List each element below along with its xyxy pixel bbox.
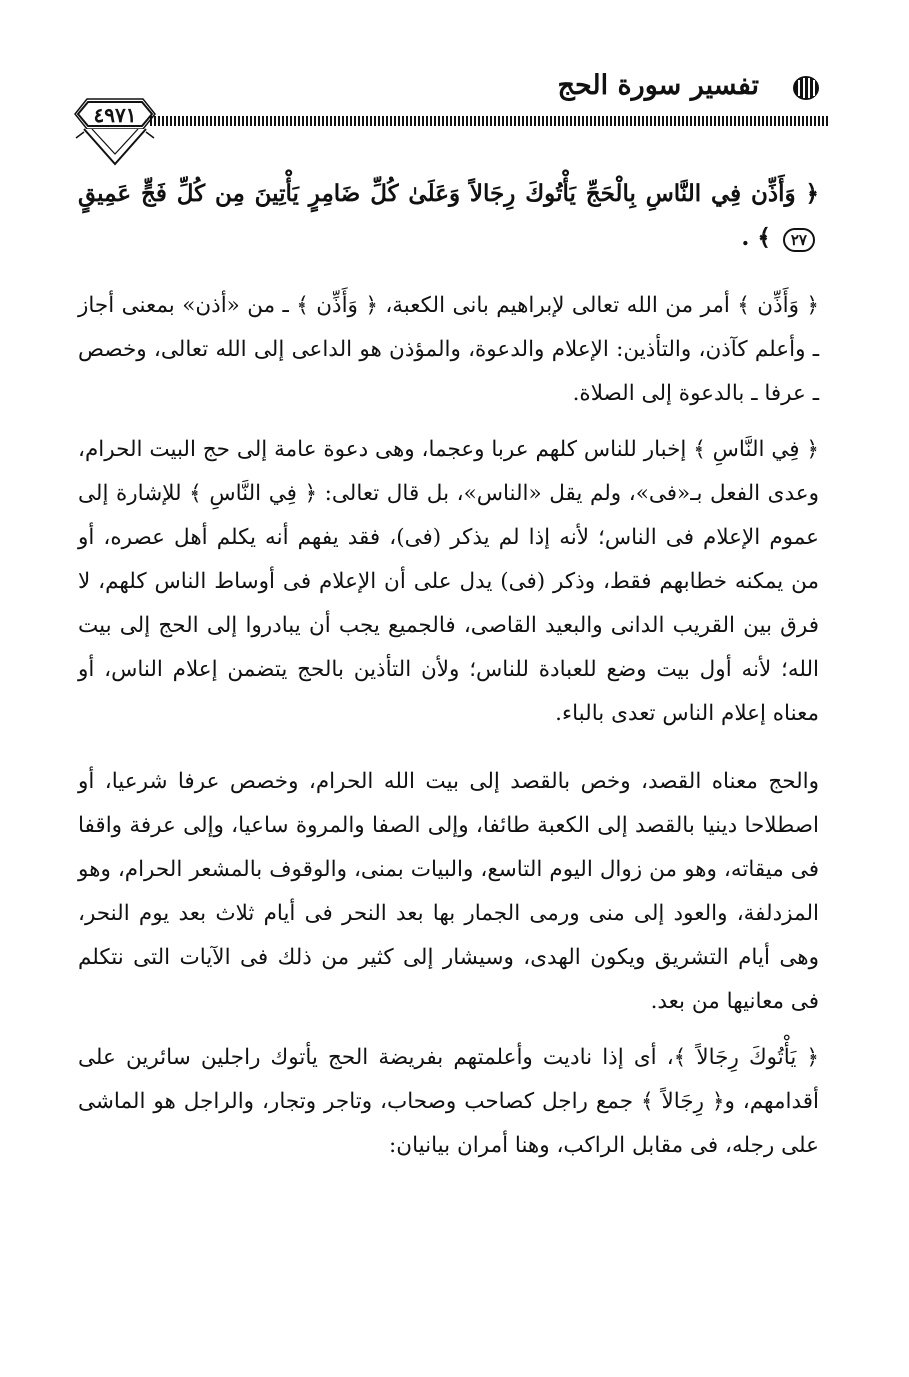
paragraph: ﴿ يَأْتُوكَ رِجَالاً ﴾، أى إذا ناديت وأعلمتهم بفريضة الحج يأتوك راجلين سائرين على أقدامهم، و﴿ رِجَالاً ﴾ جمع راجل كصاحب وصحاب، وتاجر وتجار، والراجل هو الماشى على رجله، فى مقابل الراكب، وهنا أمران بيانيان: bbox=[78, 1045, 819, 1158]
page-header bbox=[0, 0, 909, 170]
paragraph: والحج معناه القصد، وخص بالقصد إلى بيت الله الحرام، وخصص عرفا شرعيا، أو اصطلاحا دينيا بالقصد إلى الكعبة طائفا، وإلى الصفا والمروة ساعيا، وإلى عرفة واقفا فى ميقاته، وهو من زوال اليوم التاسع، والبيات بمنى، والوقوف بالمشعر الحرام، وهو المزدلفة، والعود إلى منى ورمى الجمار بها بعد النحر فى أيام ثلاث بعد يوم النحر، وهى أيام التشريق ويكون الهدى، وسيشار إلى كثير من ذلك فى الآيات التى نتكلم فى معانيها من بعد. bbox=[78, 769, 819, 1014]
paragraph: ﴿ وَأَذِّن ﴾ أمر من الله تعالى لإبراهيم بانى الكعبة، ﴿ وَأَذِّن ﴾ ـ من «أذن» بمعنى أجاز ـ وأعلم كآذن، والتأذين: الإعلام والدعوة، والمؤذن هو الداعى إلى الله تعالى، وخصص ـ عرفا ـ بالدعوة إلى الصلاة. bbox=[78, 293, 819, 406]
quran-verse bbox=[78, 172, 819, 260]
ayah-number: ٢٧ bbox=[783, 228, 815, 252]
header-rule bbox=[150, 116, 829, 126]
page-number: ٤٩٧١ bbox=[93, 103, 137, 127]
paragraph: ﴿ فِي النَّاسِ ﴾ إخبار للناس كلهم عربا وعجما، وهى دعوة عامة إلى حج البيت الحرام، وعدى الفعل بـ«فى»، ولم يقل «الناس»، بل قال تعالى: ﴿ فِي النَّاسِ ﴾ للإشارة إلى عموم الإعلام فى الناس؛ لأنه إذا لم يذكر (فى)، فقد يفهم أنه يكلم أهل عصره، أو من يمكنه خطابهم فقط، وذكر (فى) يدل على أن الإعلام فى أوساط الناس كلهم، لا فرق بين القريب الدانى والبعيد القاصى، فالجميع يجب أن يبادروا إلى الحج إلى بيت الله؛ لأنه أول بيت وضع للعبادة للناس؛ ولأن التأذين بالحج يتضمن إعلام الناس، أو معناه إعلام الناس تعدى بالباء. bbox=[78, 437, 819, 726]
page-body bbox=[78, 172, 819, 1180]
running-title: تفسير سورة الحج bbox=[557, 70, 759, 101]
verse-line-1: ﴿ وَأَذِّن فِي النَّاسِ بِالْحَجِّ يَأْتُوكَ رِجَالاً وَعَلَىٰ كُلِّ ضَامِرٍ يَأْتِينَ مِن كُلِّ فَجٍّ bbox=[141, 180, 820, 207]
verse-close: ﴾ . bbox=[741, 224, 771, 251]
ornament-icon bbox=[791, 74, 821, 102]
verse-line-2: عَمِيقٍ bbox=[78, 180, 132, 207]
